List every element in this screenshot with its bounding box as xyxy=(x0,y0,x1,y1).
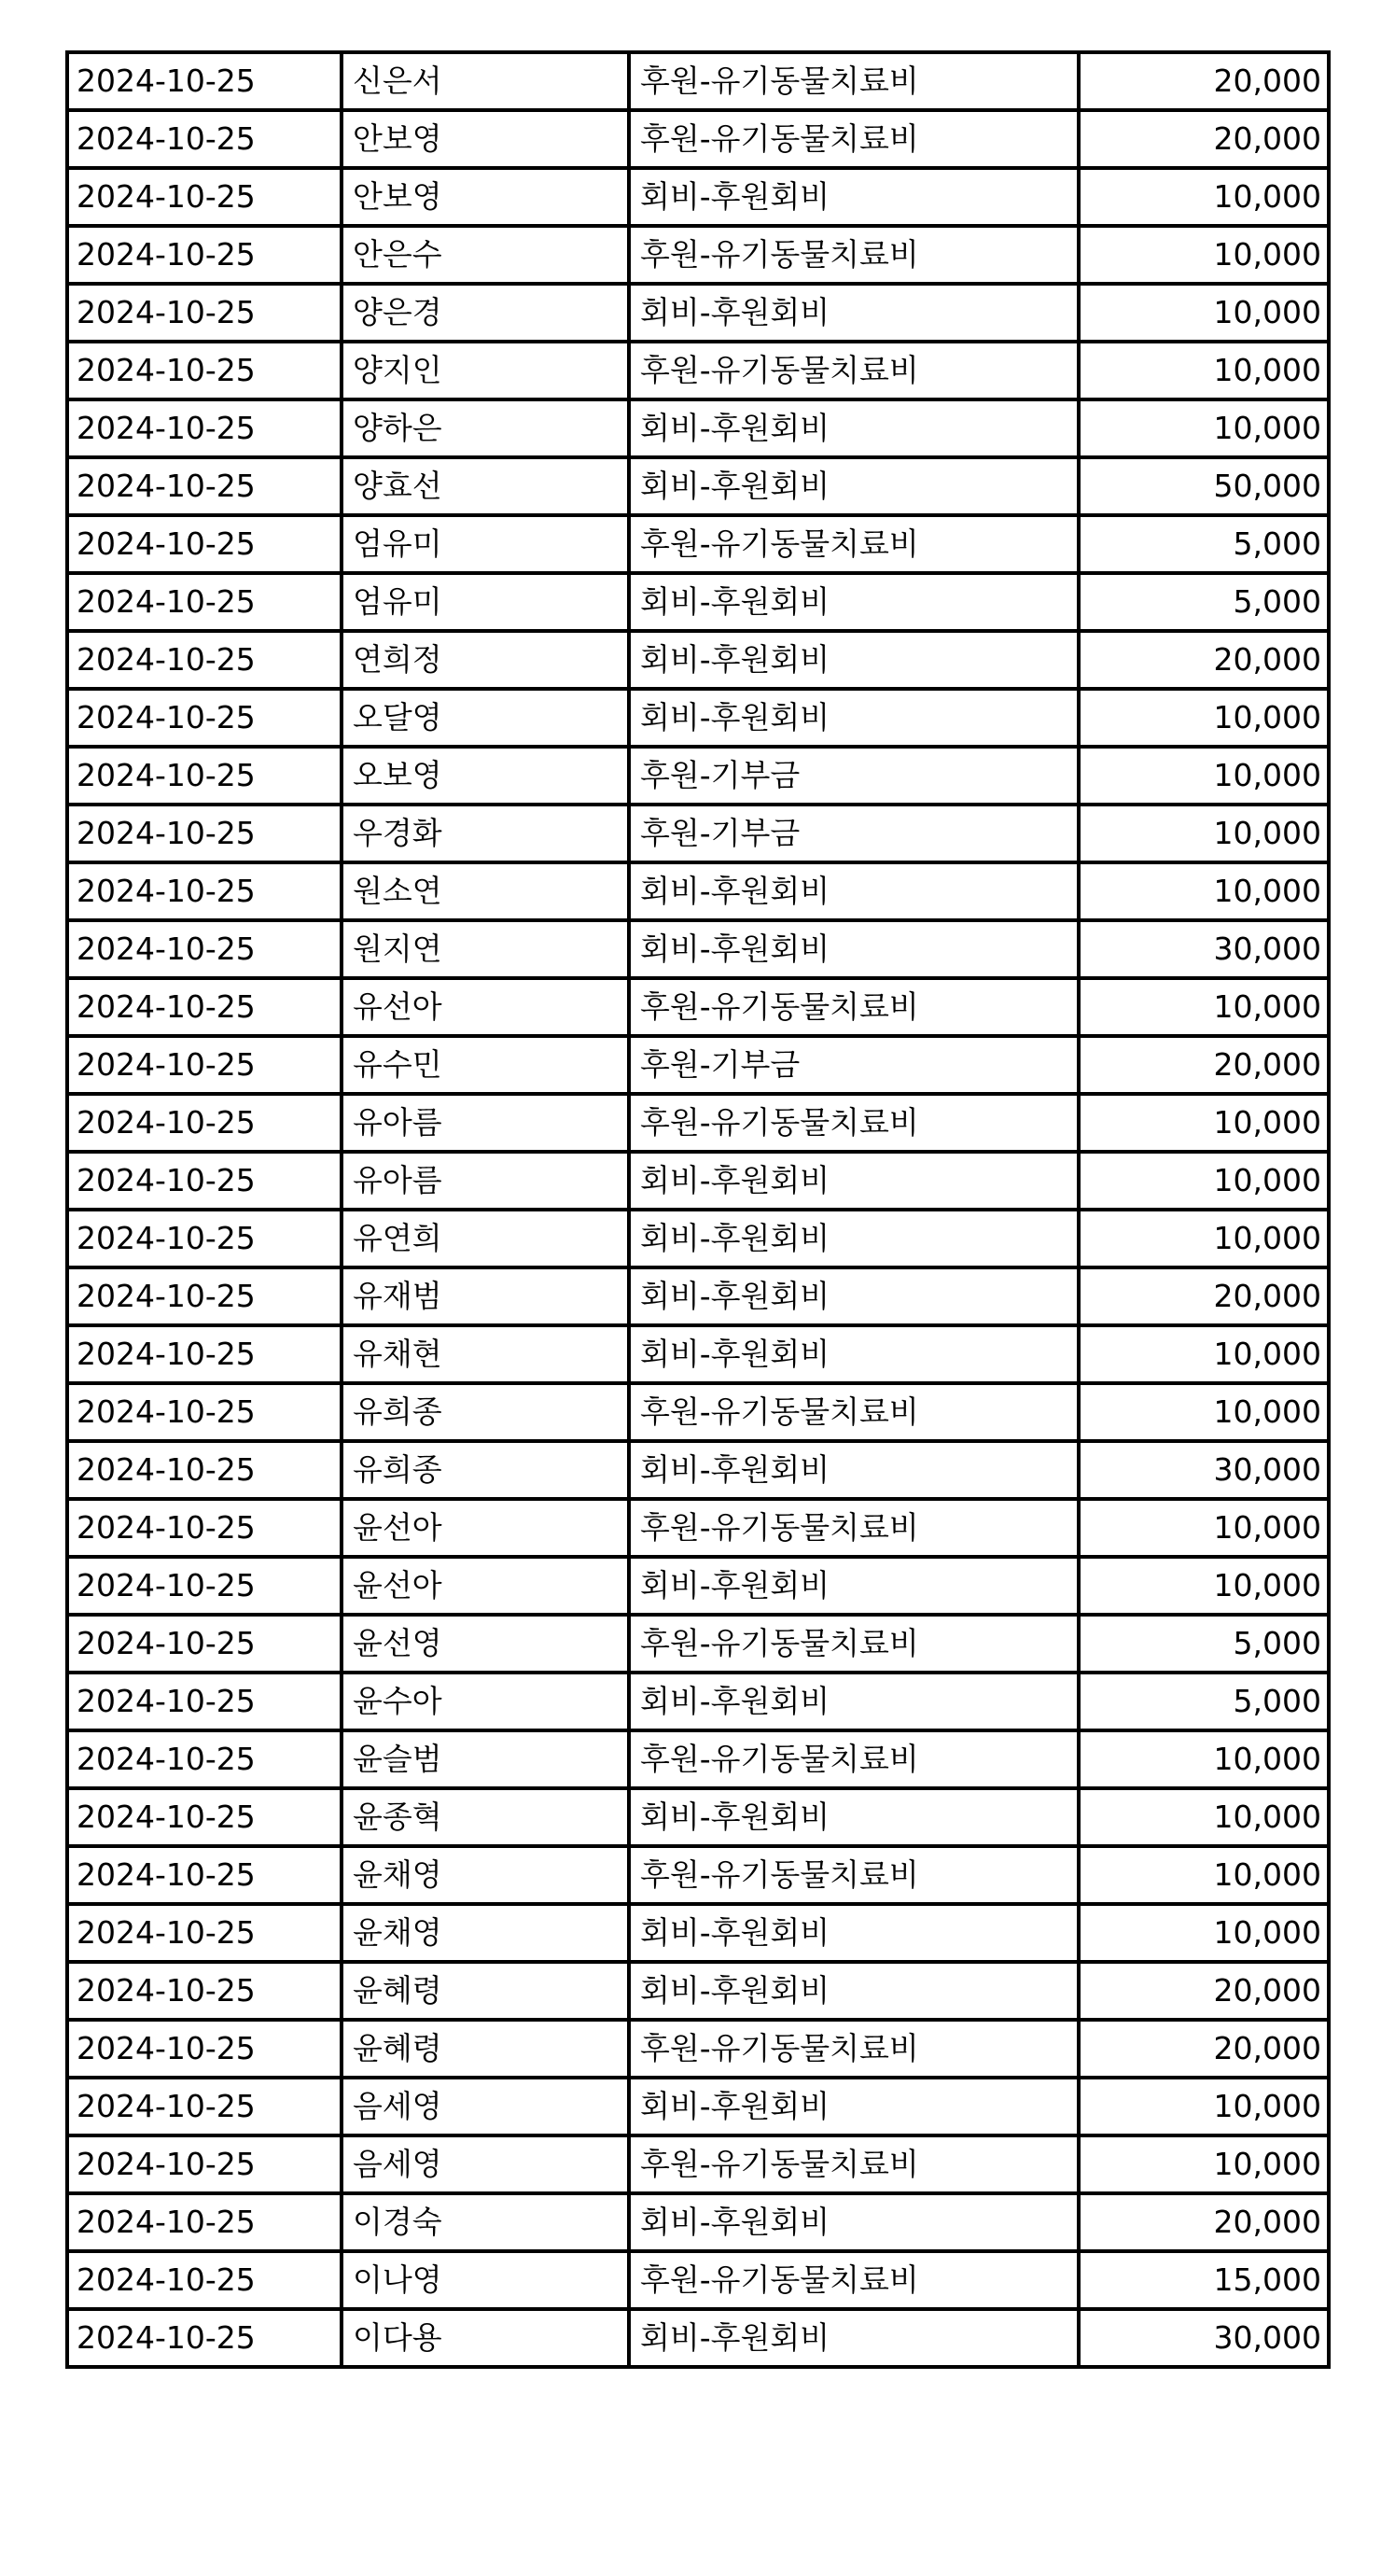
table-row xyxy=(67,1036,1329,1094)
donor-name-cell: 연희정 xyxy=(342,631,629,689)
date-cell: 2024-10-25 xyxy=(67,1499,342,1557)
category-cell: 회비-후원회비 xyxy=(629,168,1079,226)
date-cell: 2024-10-25 xyxy=(67,1962,342,2020)
donor-name-cell: 음세영 xyxy=(342,2135,629,2193)
amount-cell: 10,000 xyxy=(1079,1210,1329,1267)
amount-cell: 20,000 xyxy=(1079,631,1329,689)
amount-cell: 50,000 xyxy=(1079,457,1329,515)
table-row xyxy=(67,1441,1329,1499)
amount-cell: 10,000 xyxy=(1079,284,1329,342)
date-cell: 2024-10-25 xyxy=(67,1557,342,1615)
category-cell: 회비-후원회비 xyxy=(629,862,1079,920)
donor-name-cell: 안보영 xyxy=(342,110,629,168)
date-cell: 2024-10-25 xyxy=(67,2309,342,2367)
category-cell: 후원-유기동물치료비 xyxy=(629,110,1079,168)
category-cell: 회비-후원회비 xyxy=(629,2078,1079,2135)
table-row xyxy=(67,2135,1329,2193)
amount-cell: 30,000 xyxy=(1079,920,1329,978)
amount-cell: 20,000 xyxy=(1079,1962,1329,2020)
donor-name-cell: 윤선아 xyxy=(342,1499,629,1557)
table-row xyxy=(67,920,1329,978)
table-row xyxy=(67,1152,1329,1210)
amount-cell: 10,000 xyxy=(1079,805,1329,862)
date-cell: 2024-10-25 xyxy=(67,168,342,226)
donor-name-cell: 유선아 xyxy=(342,978,629,1036)
category-cell: 후원-유기동물치료비 xyxy=(629,1615,1079,1673)
table-row xyxy=(67,2078,1329,2135)
category-cell: 후원-유기동물치료비 xyxy=(629,342,1079,399)
table-row xyxy=(67,2020,1329,2078)
donor-name-cell: 유수민 xyxy=(342,1036,629,1094)
donor-name-cell: 유아름 xyxy=(342,1094,629,1152)
date-cell: 2024-10-25 xyxy=(67,631,342,689)
table-row xyxy=(67,52,1329,110)
amount-cell: 10,000 xyxy=(1079,1152,1329,1210)
table-row xyxy=(67,573,1329,631)
date-cell: 2024-10-25 xyxy=(67,1325,342,1383)
donor-name-cell: 오달영 xyxy=(342,689,629,747)
amount-cell: 10,000 xyxy=(1079,1383,1329,1441)
category-cell: 후원-유기동물치료비 xyxy=(629,1846,1079,1904)
amount-cell: 5,000 xyxy=(1079,573,1329,631)
date-cell: 2024-10-25 xyxy=(67,1904,342,1962)
table-row xyxy=(67,1730,1329,1788)
category-cell: 후원-유기동물치료비 xyxy=(629,52,1079,110)
amount-cell: 15,000 xyxy=(1079,2251,1329,2309)
table-row xyxy=(67,399,1329,457)
donor-name-cell: 양지인 xyxy=(342,342,629,399)
amount-cell: 10,000 xyxy=(1079,226,1329,284)
category-cell: 회비-후원회비 xyxy=(629,1557,1079,1615)
category-cell: 회비-후원회비 xyxy=(629,284,1079,342)
donor-name-cell: 음세영 xyxy=(342,2078,629,2135)
donor-name-cell: 윤수아 xyxy=(342,1673,629,1730)
amount-cell: 5,000 xyxy=(1079,1615,1329,1673)
category-cell: 후원-유기동물치료비 xyxy=(629,226,1079,284)
table-row xyxy=(67,284,1329,342)
donor-name-cell: 원지연 xyxy=(342,920,629,978)
date-cell: 2024-10-25 xyxy=(67,1267,342,1325)
donor-name-cell: 원소연 xyxy=(342,862,629,920)
amount-cell: 10,000 xyxy=(1079,862,1329,920)
table-row xyxy=(67,1383,1329,1441)
table-row xyxy=(67,1962,1329,2020)
table-row xyxy=(67,457,1329,515)
table-row xyxy=(67,515,1329,573)
category-cell: 회비-후원회비 xyxy=(629,1152,1079,1210)
date-cell: 2024-10-25 xyxy=(67,573,342,631)
donor-name-cell: 우경화 xyxy=(342,805,629,862)
category-cell: 회비-후원회비 xyxy=(629,399,1079,457)
amount-cell: 10,000 xyxy=(1079,2135,1329,2193)
amount-cell: 10,000 xyxy=(1079,1499,1329,1557)
date-cell: 2024-10-25 xyxy=(67,2251,342,2309)
donor-name-cell: 유재범 xyxy=(342,1267,629,1325)
date-cell: 2024-10-25 xyxy=(67,1383,342,1441)
date-cell: 2024-10-25 xyxy=(67,2193,342,2251)
donor-name-cell: 유채현 xyxy=(342,1325,629,1383)
date-cell: 2024-10-25 xyxy=(67,1730,342,1788)
table-row xyxy=(67,1210,1329,1267)
table-row xyxy=(67,978,1329,1036)
category-cell: 회비-후원회비 xyxy=(629,2193,1079,2251)
table-row xyxy=(67,689,1329,747)
date-cell: 2024-10-25 xyxy=(67,1788,342,1846)
table-row xyxy=(67,2251,1329,2309)
category-cell: 후원-유기동물치료비 xyxy=(629,1094,1079,1152)
amount-cell: 20,000 xyxy=(1079,1036,1329,1094)
category-cell: 후원-유기동물치료비 xyxy=(629,1730,1079,1788)
date-cell: 2024-10-25 xyxy=(67,1615,342,1673)
amount-cell: 20,000 xyxy=(1079,110,1329,168)
table-row xyxy=(67,226,1329,284)
table-row xyxy=(67,342,1329,399)
date-cell: 2024-10-25 xyxy=(67,52,342,110)
donation-ledger-table xyxy=(65,50,1331,2369)
amount-cell: 20,000 xyxy=(1079,1267,1329,1325)
category-cell: 후원-기부금 xyxy=(629,1036,1079,1094)
donor-name-cell: 유희종 xyxy=(342,1383,629,1441)
amount-cell: 5,000 xyxy=(1079,1673,1329,1730)
category-cell: 후원-유기동물치료비 xyxy=(629,515,1079,573)
date-cell: 2024-10-25 xyxy=(67,1094,342,1152)
date-cell: 2024-10-25 xyxy=(67,978,342,1036)
table-row xyxy=(67,2193,1329,2251)
category-cell: 후원-유기동물치료비 xyxy=(629,1383,1079,1441)
category-cell: 후원-기부금 xyxy=(629,805,1079,862)
category-cell: 회비-후원회비 xyxy=(629,573,1079,631)
donor-name-cell: 엄유미 xyxy=(342,515,629,573)
category-cell: 후원-기부금 xyxy=(629,747,1079,805)
donor-name-cell: 유희종 xyxy=(342,1441,629,1499)
category-cell: 후원-유기동물치료비 xyxy=(629,2135,1079,2193)
date-cell: 2024-10-25 xyxy=(67,110,342,168)
table-row xyxy=(67,1557,1329,1615)
category-cell: 회비-후원회비 xyxy=(629,1788,1079,1846)
amount-cell: 10,000 xyxy=(1079,399,1329,457)
amount-cell: 20,000 xyxy=(1079,52,1329,110)
date-cell: 2024-10-25 xyxy=(67,515,342,573)
category-cell: 회비-후원회비 xyxy=(629,457,1079,515)
donor-name-cell: 윤종혁 xyxy=(342,1788,629,1846)
amount-cell: 5,000 xyxy=(1079,515,1329,573)
date-cell: 2024-10-25 xyxy=(67,1846,342,1904)
table-row xyxy=(67,1499,1329,1557)
donor-name-cell: 이나영 xyxy=(342,2251,629,2309)
donor-name-cell: 윤선영 xyxy=(342,1615,629,1673)
date-cell: 2024-10-25 xyxy=(67,1441,342,1499)
amount-cell: 10,000 xyxy=(1079,1846,1329,1904)
category-cell: 회비-후원회비 xyxy=(629,2309,1079,2367)
ledger-body xyxy=(67,52,1329,2367)
table-row xyxy=(67,747,1329,805)
date-cell: 2024-10-25 xyxy=(67,2020,342,2078)
category-cell: 회비-후원회비 xyxy=(629,1904,1079,1962)
table-row xyxy=(67,1846,1329,1904)
category-cell: 회비-후원회비 xyxy=(629,631,1079,689)
table-row xyxy=(67,1673,1329,1730)
amount-cell: 10,000 xyxy=(1079,1094,1329,1152)
donor-name-cell: 윤혜령 xyxy=(342,2020,629,2078)
amount-cell: 10,000 xyxy=(1079,978,1329,1036)
amount-cell: 10,000 xyxy=(1079,689,1329,747)
category-cell: 회비-후원회비 xyxy=(629,1325,1079,1383)
amount-cell: 10,000 xyxy=(1079,168,1329,226)
table-row xyxy=(67,631,1329,689)
table-row xyxy=(67,1267,1329,1325)
table-row xyxy=(67,1615,1329,1673)
amount-cell: 10,000 xyxy=(1079,747,1329,805)
category-cell: 회비-후원회비 xyxy=(629,1210,1079,1267)
table-row xyxy=(67,1325,1329,1383)
amount-cell: 10,000 xyxy=(1079,342,1329,399)
table-row xyxy=(67,862,1329,920)
amount-cell: 20,000 xyxy=(1079,2020,1329,2078)
date-cell: 2024-10-25 xyxy=(67,1673,342,1730)
date-cell: 2024-10-25 xyxy=(67,1036,342,1094)
donor-name-cell: 이다용 xyxy=(342,2309,629,2367)
donor-name-cell: 윤슬범 xyxy=(342,1730,629,1788)
category-cell: 후원-유기동물치료비 xyxy=(629,2251,1079,2309)
donor-name-cell: 윤선아 xyxy=(342,1557,629,1615)
donor-name-cell: 윤채영 xyxy=(342,1846,629,1904)
category-cell: 후원-유기동물치료비 xyxy=(629,2020,1079,2078)
donor-name-cell: 유연희 xyxy=(342,1210,629,1267)
date-cell: 2024-10-25 xyxy=(67,689,342,747)
donor-name-cell: 이경숙 xyxy=(342,2193,629,2251)
date-cell: 2024-10-25 xyxy=(67,1210,342,1267)
category-cell: 회비-후원회비 xyxy=(629,920,1079,978)
table-row xyxy=(67,1904,1329,1962)
date-cell: 2024-10-25 xyxy=(67,920,342,978)
donor-name-cell: 오보영 xyxy=(342,747,629,805)
amount-cell: 10,000 xyxy=(1079,1557,1329,1615)
table-row xyxy=(67,2309,1329,2367)
donor-name-cell: 양은경 xyxy=(342,284,629,342)
category-cell: 후원-유기동물치료비 xyxy=(629,1499,1079,1557)
amount-cell: 30,000 xyxy=(1079,1441,1329,1499)
donor-name-cell: 신은서 xyxy=(342,52,629,110)
donor-name-cell: 양효선 xyxy=(342,457,629,515)
donor-name-cell: 윤채영 xyxy=(342,1904,629,1962)
amount-cell: 10,000 xyxy=(1079,1325,1329,1383)
donor-name-cell: 엄유미 xyxy=(342,573,629,631)
amount-cell: 10,000 xyxy=(1079,1730,1329,1788)
table-row xyxy=(67,168,1329,226)
date-cell: 2024-10-25 xyxy=(67,747,342,805)
donor-name-cell: 양하은 xyxy=(342,399,629,457)
category-cell: 회비-후원회비 xyxy=(629,1962,1079,2020)
date-cell: 2024-10-25 xyxy=(67,342,342,399)
category-cell: 회비-후원회비 xyxy=(629,1441,1079,1499)
donor-name-cell: 유아름 xyxy=(342,1152,629,1210)
donor-name-cell: 윤혜령 xyxy=(342,1962,629,2020)
amount-cell: 10,000 xyxy=(1079,1904,1329,1962)
table-row xyxy=(67,110,1329,168)
date-cell: 2024-10-25 xyxy=(67,457,342,515)
table-row xyxy=(67,1788,1329,1846)
category-cell: 회비-후원회비 xyxy=(629,689,1079,747)
donor-name-cell: 안보영 xyxy=(342,168,629,226)
date-cell: 2024-10-25 xyxy=(67,2078,342,2135)
date-cell: 2024-10-25 xyxy=(67,805,342,862)
donor-name-cell: 안은수 xyxy=(342,226,629,284)
date-cell: 2024-10-25 xyxy=(67,862,342,920)
category-cell: 회비-후원회비 xyxy=(629,1267,1079,1325)
amount-cell: 30,000 xyxy=(1079,2309,1329,2367)
table-row xyxy=(67,805,1329,862)
category-cell: 회비-후원회비 xyxy=(629,1673,1079,1730)
date-cell: 2024-10-25 xyxy=(67,2135,342,2193)
amount-cell: 10,000 xyxy=(1079,1788,1329,1846)
date-cell: 2024-10-25 xyxy=(67,399,342,457)
table-row xyxy=(67,1094,1329,1152)
date-cell: 2024-10-25 xyxy=(67,284,342,342)
amount-cell: 10,000 xyxy=(1079,2078,1329,2135)
amount-cell: 20,000 xyxy=(1079,2193,1329,2251)
date-cell: 2024-10-25 xyxy=(67,226,342,284)
date-cell: 2024-10-25 xyxy=(67,1152,342,1210)
category-cell: 후원-유기동물치료비 xyxy=(629,978,1079,1036)
